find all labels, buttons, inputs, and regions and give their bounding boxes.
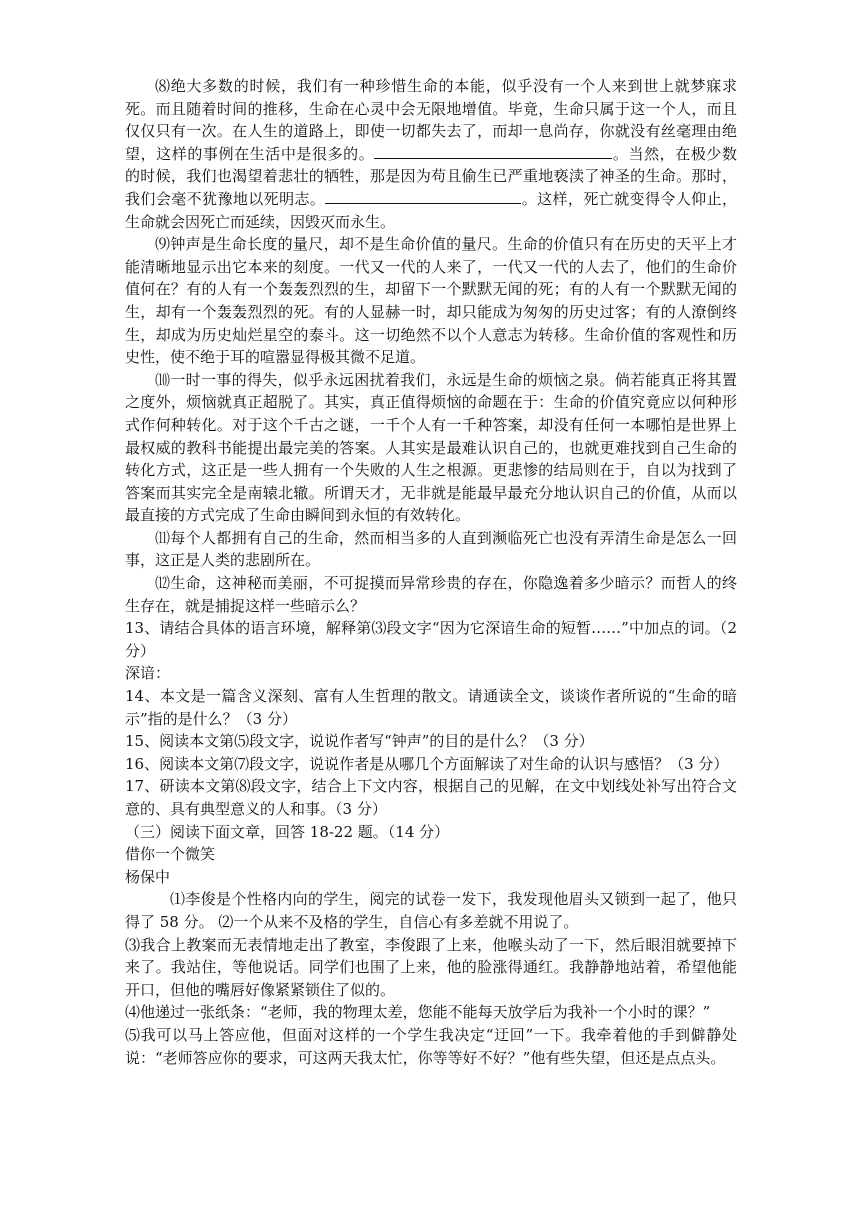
story-paragraph-3: ⑶我合上教案而无表情地走出了教室，李俊跟了上来，他喉头动了一下，然后眼泪就要掉下来了。我站住，等他说话。同学们也围了上来，他的脸涨得通红。我静静地站着，希望他能开口，但他的嘴唇好像紧紧锁住了似的。 — [125, 935, 737, 999]
story-author: 杨保中 — [125, 867, 171, 886]
question-16: 16、阅读本文第⑺段文字，说说作者是从哪几个方面解读了对生命的认识与感悟？（3 分） — [125, 754, 729, 773]
question-13: 13、请结合具体的语言环境，解释第⑶段文字“因为它深谙生命的短暂……”中加点的词。（2 分） — [125, 619, 737, 660]
paragraph-9: ⑼钟声是生命长度的量尺，却不是生命价值的量尺。生命的价值只有在历史的天平上才能清晰地显示出它本来的刻度。一代又一代的人来了，一代又一代的人去了，他们的生命价值何在？有的人有一个轰轰烈烈的生，却留下一个默默无闻的死；有的人有一个默默无闻的生，却有一个轰轰烈烈的死。有的人显赫一时，却只能成为匆匆的历史过客；有的人潦倒终生，却成为历史灿烂星空的泰斗。这一切绝然不以个人意志为转移。生命价值的客观性和历史性，使不绝于耳的喧嚣显得极其微不足道。 — [125, 235, 737, 367]
paragraph-10: ⑽一时一事的得失，似乎永远困扰着我们，永远是生命的烦恼之泉。倘若能真正将其置之度外，烦恼就真正超脱了。其实，真正值得烦恼的命题在于：生命的价值究竟应以何种形式作何种转化。对于这个千古之谜，一千个人有一千种答案，却没有任何一本哪怕是世界上最权威的教科书能提出最完美的答案。人其实是最难认识自己的，也就更难找到自己生命的转化方式，这正是一些人拥有一个失败的人生之根源。更悲惨的结局则在于，自以为找到了答案而其实完全是南辕北辙。所谓天才，无非就是能最早最充分地认识自己的价值，从而以最直接的方式完成了生命由瞬间到永恒的有效转化。 — [125, 370, 737, 525]
paragraph-8 — [125, 75, 737, 233]
story-paragraph-4: ⑷他递过一张纸条：“老师，我的物理太差，您能不能每天放学后为我补一个小时的课？” — [125, 1003, 711, 1022]
section-3-heading: （三）阅读下面文章，回答 18-22 题。（14 分） — [125, 822, 450, 841]
question-13-answer-label: 深谙： — [125, 664, 171, 683]
page-content — [125, 75, 737, 1069]
fill-blank-1[interactable] — [374, 144, 612, 159]
question-14: 14、本文是一篇含义深刻、富有人生哲理的散文。请通读全文，谈谈作者所说的“生命的暗示”指的是什么？（3 分） — [125, 687, 737, 728]
question-17: 17、研读本文第⑻段文字，结合上下文内容，根据自己的见解，在文中划线处补写出符合文意的、具有典型意义的人和事。（3 分） — [125, 777, 737, 818]
paragraph-8-part2: 。当然，在极少数的时候，我们也渴望着悲壮的牺牲，那是因为苟且偷生已严重地亵渎了神圣的生命。那时，我们会毫不犹豫地以死明志。 — [125, 144, 737, 208]
story-paragraph-5: ⑸我可以马上答应他，但面对这样的一个学生我决定“迂回”一下。我牵着他的手到僻静处说：“老师答应你的要求，可这两天我太忙，你等等好不好？”他有些失望，但还是点点头。 — [125, 1025, 737, 1067]
paragraph-12: ⑿生命，这神秘而美丽，不可捉摸而异常珍贵的存在，你隐逸着多少暗示？而哲人的终生存在，就是捕捉这样一些暗示么？ — [125, 574, 737, 615]
story-paragraph-1: ⑴李俊是个性格内向的学生，阅完的试卷一发下，我发现他眉头又锁到一起了，他只得了 58 分。 ⑵一个从来不及格的学生，自信心有多差就不用说了。 — [125, 890, 737, 931]
paragraph-8-part3: 。这样，死亡就变得令人仰止，生命就会因死亡而延续，因毁灭而永生。 — [125, 189, 737, 231]
paragraph-11: ⑾每个人都拥有自己的生命，然而相当多的人直到濒临死亡也没有弄清生命是怎么一回事，这正是人类的悲剧所在。 — [125, 528, 737, 570]
paragraph-8-part1: ⑻绝大多数的时候，我们有一种珍惜生命的本能，似乎没有一个人来到世上就梦寐求死。而且随着时间的推移，生命在心灵中会无限地增值。毕竟，生命只属于这一个人，而且仅仅只有一次。在人生的道路上，即使一切都失去了，而却一息尚存，你就没有丝毫理由绝望，这样的事例在生活中是很多的。 — [125, 77, 737, 163]
question-15: 15、阅读本文第⑸段文字，说说作者写“钟声”的目的是什么？（3 分） — [125, 732, 594, 751]
fill-blank-2[interactable] — [325, 189, 521, 204]
story-title: 借你一个微笑 — [125, 845, 216, 864]
